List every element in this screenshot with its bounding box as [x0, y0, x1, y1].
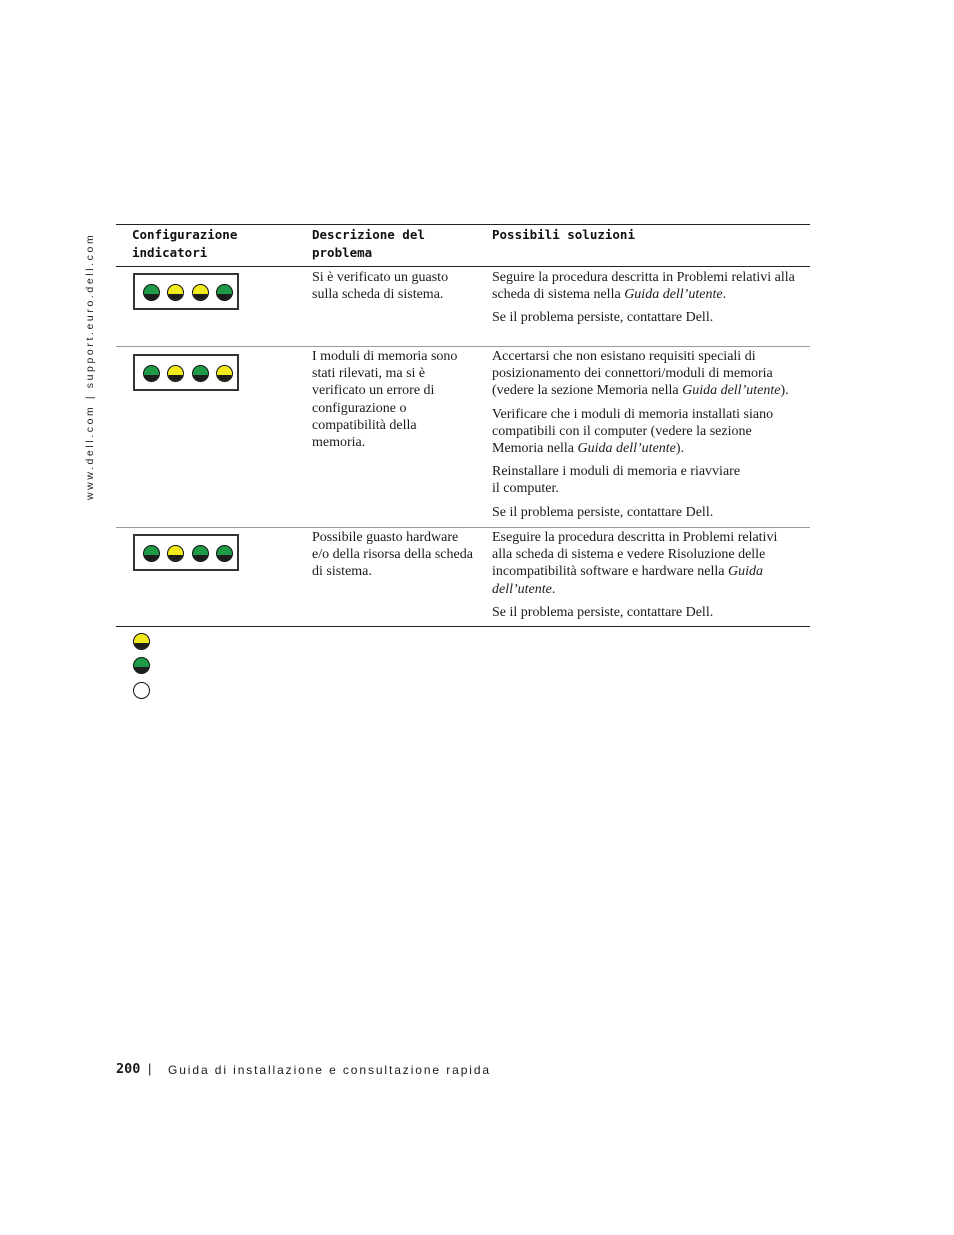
led-indicator	[192, 284, 209, 301]
led-indicator	[192, 365, 209, 382]
description-line: I moduli di memoria sono	[312, 349, 458, 364]
solution-line: Reinstallare i moduli di memoria e riavviare	[492, 464, 741, 480]
description-line: memoria.	[312, 435, 366, 451]
row1-solutions	[492, 269, 810, 333]
text: .	[551, 581, 556, 597]
description-line: compatibilità della	[312, 417, 417, 433]
led-indicator	[216, 365, 233, 382]
solution-paragraph	[492, 604, 810, 621]
solution-paragraph	[492, 348, 810, 400]
guide-reference: Guida dell’utente	[577, 441, 676, 457]
guide-reference: Guida dell’utente	[624, 287, 723, 303]
description-line: configurazione o	[312, 400, 407, 416]
header-bottom-rule	[116, 266, 810, 267]
solution-line: il computer.	[492, 481, 559, 497]
header-solutions	[492, 226, 635, 244]
row3-solutions	[492, 529, 810, 627]
led-panel-row2	[133, 354, 239, 391]
row2-description	[312, 348, 482, 451]
solution-paragraph	[492, 309, 810, 326]
description-line: verificato un errore di	[312, 383, 435, 399]
row2-solutions	[492, 348, 810, 527]
header-description	[312, 226, 425, 262]
led-indicator	[167, 284, 184, 301]
guide-reference: Guida	[727, 564, 763, 580]
row-divider	[116, 527, 810, 528]
header-description-line: Descrizione del	[312, 227, 425, 242]
text: incompatibilità software e hardware nella	[492, 564, 728, 580]
led-indicator	[143, 365, 160, 382]
text: ).	[675, 441, 685, 457]
led-indicator	[192, 545, 209, 562]
solution-line	[492, 581, 810, 598]
guide-reference: Guida dell’utente	[682, 383, 781, 399]
header-description-line: problema	[312, 245, 373, 260]
solution-line: compatibili con il computer (vedere la sezione	[492, 423, 752, 439]
text: ).	[780, 383, 789, 399]
solution-line: Verificare che i moduli di memoria installati siano	[492, 406, 774, 422]
solution-line: Accertarsi che non esistano requisiti speciali di	[492, 349, 756, 364]
led-panel-row3	[133, 534, 239, 571]
solution-line: posizionamento dei connettori/moduli di memoria	[492, 366, 773, 382]
description-line: di sistema.	[312, 564, 372, 580]
led-indicator	[216, 284, 233, 301]
led-indicator	[143, 284, 160, 301]
header-solutions-line: Possibili soluzioni	[492, 227, 635, 242]
legend-off-led-icon	[133, 682, 150, 699]
description-line: Si è verificato un guasto	[312, 270, 449, 285]
legend-yellow-led-icon	[133, 633, 150, 650]
text: Memoria nella	[492, 441, 578, 457]
solution-paragraph	[492, 529, 810, 598]
text: scheda di sistema nella	[492, 287, 625, 303]
led-indicator	[167, 365, 184, 382]
text: (vedere la sezione Memoria nella	[492, 383, 683, 399]
solution-paragraph	[492, 406, 810, 458]
row-divider	[116, 346, 810, 347]
solution-line: Se il problema persiste, contattare Dell.	[492, 310, 714, 326]
led-panel-row1	[133, 273, 239, 310]
page-number: 200	[116, 1061, 141, 1077]
solution-paragraph	[492, 269, 810, 303]
solution-line	[492, 286, 810, 303]
table-bottom-rule	[116, 626, 810, 627]
footer-separator: |	[148, 1061, 152, 1076]
solution-line	[492, 563, 810, 580]
header-config-line: Configurazione	[132, 227, 238, 242]
solution-paragraph	[492, 504, 810, 521]
solution-line	[492, 440, 810, 457]
led-indicator	[143, 545, 160, 562]
footer-title: Guida di installazione e consultazione rapida	[168, 1063, 491, 1077]
sidebar-url: www.dell.com | support.euro.dell.com	[84, 232, 96, 500]
led-indicator	[216, 545, 233, 562]
solution-line: Se il problema persiste, contattare Dell.	[492, 504, 714, 520]
solution-line: Se il problema persiste, contattare Dell.	[492, 604, 714, 620]
row3-description	[312, 529, 487, 581]
description-line: sulla scheda di sistema.	[312, 287, 444, 303]
legend-green-led-icon	[133, 657, 150, 674]
solution-paragraph	[492, 463, 810, 497]
solution-line	[492, 382, 810, 399]
header-config	[132, 226, 237, 262]
table-top-rule	[116, 224, 810, 225]
description-line: stati rilevati, ma si è	[312, 366, 426, 382]
guide-reference: dell’utente	[492, 581, 552, 597]
led-indicator	[167, 545, 184, 562]
solution-line: alla scheda di sistema e vedere Risoluzione delle	[492, 547, 766, 563]
text: .	[722, 287, 727, 303]
description-line: e/o della risorsa della scheda	[312, 547, 473, 563]
row1-description	[312, 269, 482, 303]
solution-line: Seguire la procedura descritta in Problemi relativi alla	[492, 270, 795, 285]
description-line: Possibile guasto hardware	[312, 530, 459, 545]
solution-line: Eseguire la procedura descritta in Problemi relativi	[492, 530, 778, 545]
header-config-line: indicatori	[132, 245, 208, 260]
